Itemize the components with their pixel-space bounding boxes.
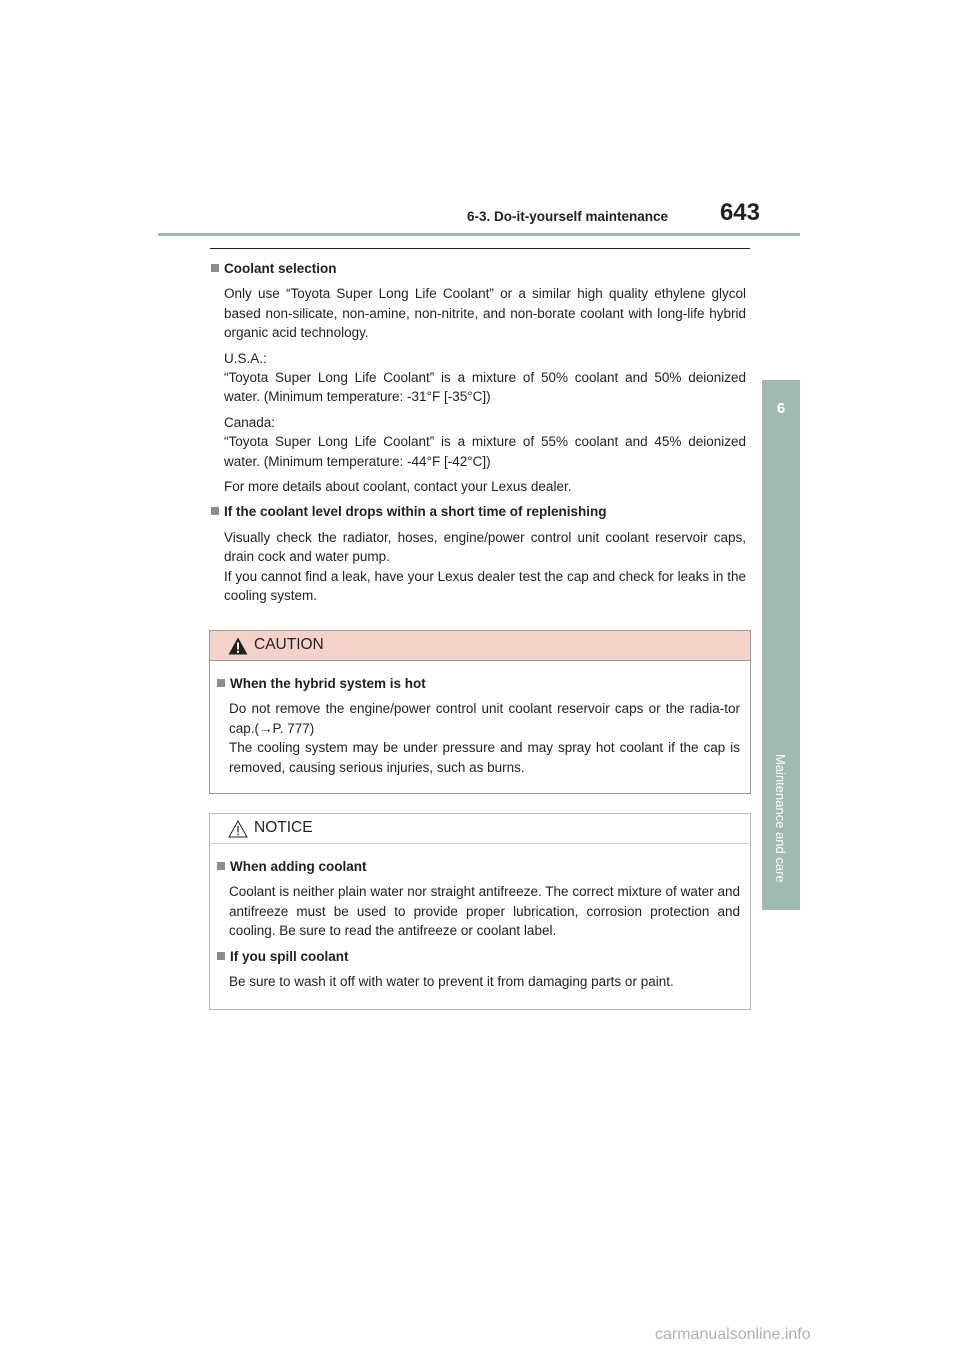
caution-title: CAUTION (254, 636, 324, 653)
level-drops-heading: If the coolant level drops within a short time of replenishing (211, 502, 746, 521)
warning-outline-icon (228, 820, 248, 838)
canada-text: “Toyota Super Long Life Coolant” is a mixture of 55% coolant and 45% deionized water. (Minimum temperature: -44°F [-42°C]) (224, 434, 746, 469)
usa-text: “Toyota Super Long Life Coolant” is a mixture of 50% coolant and 50% deionized water. (Minimum temperature: -31°F [-35°C]) (224, 370, 746, 405)
notice-text-spill: Be sure to wash it off with water to prevent it from damaging parts or paint. (229, 974, 674, 990)
caution-header (210, 631, 750, 661)
main-content (211, 259, 746, 606)
notice-header (210, 814, 750, 844)
square-bullet-icon (217, 952, 225, 960)
notice-text-adding-coolant: Coolant is neither plain water nor straight antifreeze. The correct mixture of water and antifreeze must be used to provide proper lubrication, corrosion protection and cooling. Be sure to read the antifreeze or coolant label. (229, 884, 740, 939)
square-bullet-icon (217, 679, 225, 687)
coolant-selection-intro: Only use “Toyota Super Long Life Coolant” or a similar high quality ethylene glycol based non-silicate, non-amine, non-nitrite, and non-borate coolant with long-life hybrid organic acid technology. (224, 286, 746, 341)
square-bullet-icon (211, 507, 219, 515)
caution-heading: When the hybrid system is hot (217, 674, 740, 693)
notice-heading-spill: If you spill coolant (217, 947, 740, 966)
canada-label: Canada: (224, 414, 276, 430)
content-top-rule (210, 248, 750, 249)
section-title: 6-3. Do-it-yourself maintenance (466, 209, 668, 224)
notice-heading-adding-coolant: When adding coolant (217, 857, 740, 876)
more-details-text: For more details about coolant, contact your Lexus dealer. (224, 479, 572, 495)
coolant-selection-heading: Coolant selection (211, 259, 746, 278)
chapter-side-tab (762, 380, 800, 910)
warning-triangle-icon (228, 637, 248, 655)
level-drops-text-2: If you cannot find a leak, have your Lexus dealer test the cap and check for leaks in the cooling system. (224, 568, 746, 604)
caution-body (210, 661, 750, 777)
usa-label: U.S.A.: (224, 350, 267, 366)
level-drops-text-1: Visually check the radiator, hoses, engine/power control unit coolant reservoir caps, drain cock and water pump. (224, 529, 746, 565)
notice-box (209, 813, 751, 1010)
watermark: carmanualsonline.info (655, 1326, 811, 1343)
square-bullet-icon (211, 264, 219, 272)
header-rule (158, 233, 800, 236)
caution-text-1: Do not remove the engine/power control unit coolant reservoir caps or the radia-tor cap.(→P. 777) (229, 701, 740, 736)
notice-title: NOTICE (254, 819, 313, 836)
caution-text-2: The cooling system may be under pressure and may spray hot coolant if the cap is removed, causing serious injuries, such as burns. (229, 740, 740, 775)
notice-body (210, 844, 750, 991)
chapter-number: 6 (776, 400, 786, 417)
chapter-label: Maintenance and care (773, 754, 788, 883)
caution-box (209, 630, 751, 794)
page-number: 643 (719, 199, 760, 226)
square-bullet-icon (217, 862, 225, 870)
